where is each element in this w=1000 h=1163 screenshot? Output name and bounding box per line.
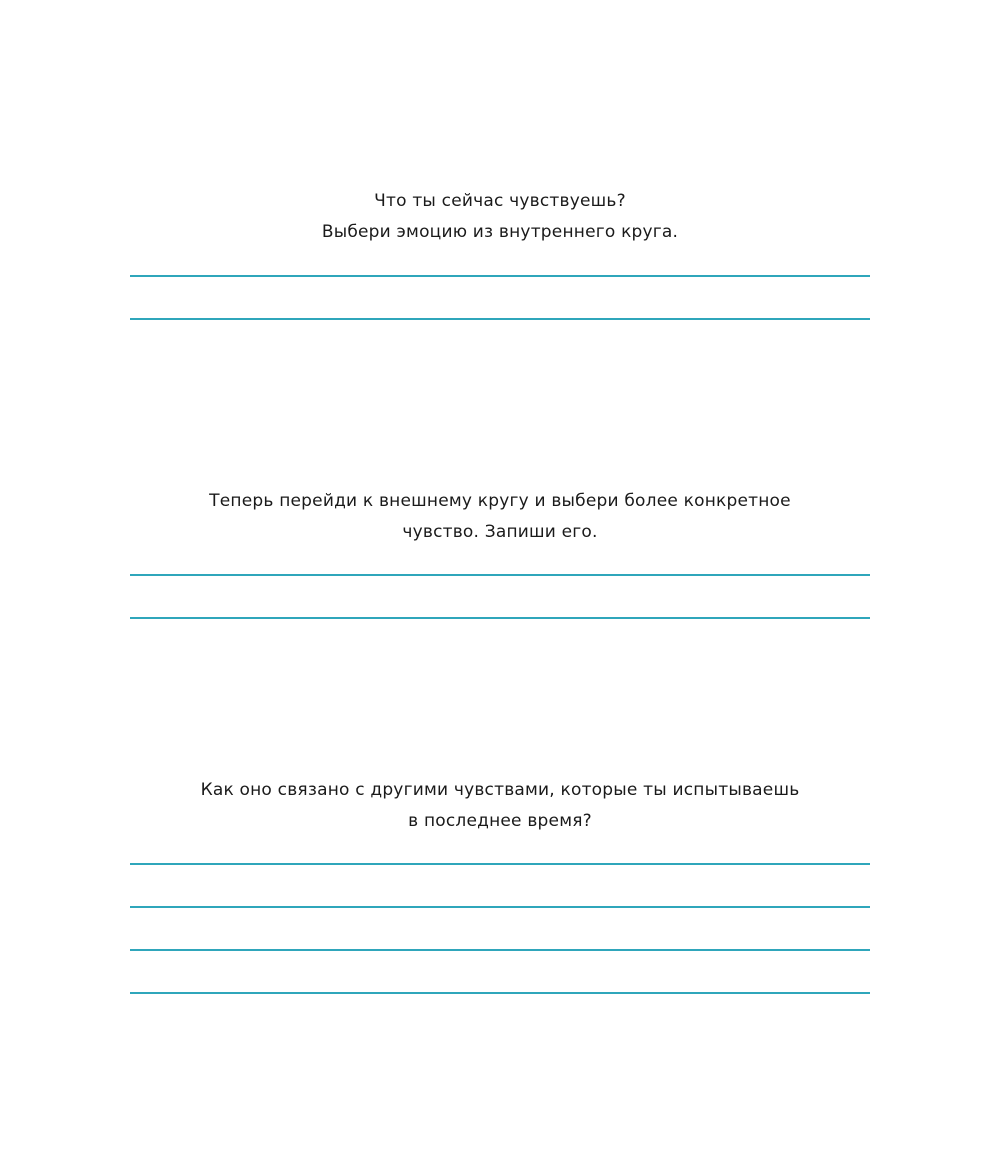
- question-1: [130, 186, 870, 248]
- answer-line-2-1[interactable]: [130, 574, 870, 576]
- question-2-line-1: Теперь перейди к внешнему кругу и выбери более конкретное: [209, 491, 791, 511]
- answer-line-3-1[interactable]: [130, 863, 870, 865]
- question-3: [130, 775, 870, 837]
- question-2-line-2: чувство. Запиши его.: [402, 522, 598, 542]
- answer-line-3-2[interactable]: [130, 906, 870, 908]
- answer-line-2-2[interactable]: [130, 617, 870, 619]
- question-3-line-2: в последнее время?: [408, 811, 592, 831]
- question-2: [130, 486, 870, 548]
- answer-line-3-3[interactable]: [130, 949, 870, 951]
- answer-line-3-4[interactable]: [130, 992, 870, 994]
- answer-line-1-1[interactable]: [130, 275, 870, 277]
- question-3-line-1: Как оно связано с другими чувствами, которые ты испытываешь: [200, 780, 800, 800]
- answer-line-1-2[interactable]: [130, 318, 870, 320]
- question-1-line-2: Выбери эмоцию из внутреннего круга.: [321, 222, 679, 242]
- question-1-line-1: Что ты сейчас чувствуешь?: [374, 191, 626, 211]
